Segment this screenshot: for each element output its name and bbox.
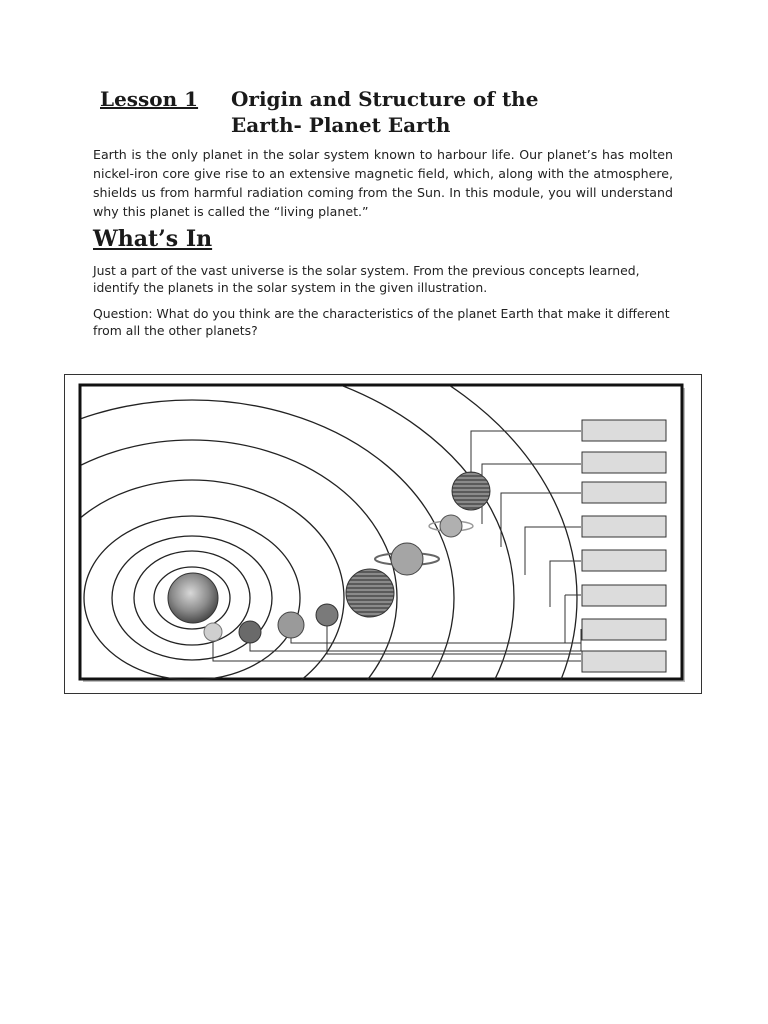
- intro-paragraph: Earth is the only planet in the solar system known to harbour life. Our planet’s has molten nickel-iron core give rise to an extensive magnetic field, which, along with the atmosphere, shields us from harmful radiation coming from the Sun. In this module, you will understand why this planet is called the “living planet.”: [93, 147, 673, 219]
- planet-mars: [316, 604, 338, 626]
- planet-neptune: [452, 472, 490, 510]
- planet-earth: [278, 612, 304, 638]
- planet-venus: [239, 621, 261, 643]
- answer-box[interactable]: [582, 516, 666, 537]
- answer-box[interactable]: [582, 651, 666, 672]
- planet-uranus: [440, 515, 462, 537]
- question-paragraph: Question: What do you think are the characteristics of the planet Earth that make it different from all the other planets?: [93, 306, 670, 338]
- planet-mercury: [204, 623, 222, 641]
- instruction-paragraph: Just a part of the vast universe is the solar system. From the previous concepts learned, identify the planets in the solar system in the given illustration.: [93, 263, 640, 295]
- solar-system-illustration: [65, 375, 701, 693]
- sun: [168, 573, 218, 623]
- answer-box[interactable]: [582, 420, 666, 441]
- solar-system-figure: [64, 374, 702, 694]
- answer-box[interactable]: [582, 550, 666, 571]
- planet-saturn: [391, 543, 423, 575]
- answer-box[interactable]: [582, 619, 666, 640]
- answer-box[interactable]: [582, 482, 666, 503]
- planet-jupiter: [346, 569, 394, 617]
- answer-box[interactable]: [582, 585, 666, 606]
- lesson-label: Lesson 1: [100, 87, 199, 111]
- section-heading: What’s In: [93, 226, 213, 252]
- lesson-title: Origin and Structure of the Earth- Planet Earth: [231, 87, 539, 137]
- answer-box[interactable]: [582, 452, 666, 473]
